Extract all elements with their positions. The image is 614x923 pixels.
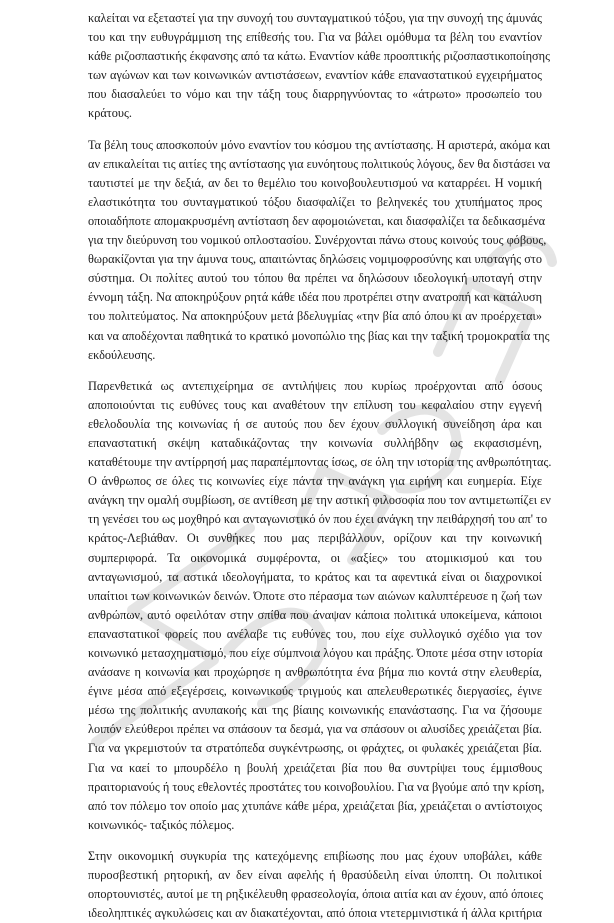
text-line: Για να καεί το μπουρδέλο η βουλή χρειάζεται βία που θα συντρίψει τους έμμισθους	[88, 760, 542, 775]
text-line: των αγώνων και των κοινωνικών αντιστάσεων, εναντίον κάθε επαναστατικού εγχειρήματος	[88, 68, 542, 83]
text-line: κάθε ριζοσπαστικής έκφανσης από τα κάτω. Εναντίον κάθε προοπτικής ριζοσπαστικοποίησης	[88, 49, 550, 64]
text-line: ιδεοληπτικές αγκυλώσεις και αν διακατέχονται, από όποια ντετερμινιστικά ή άλλα κριτήρια	[88, 906, 542, 921]
text-line: εθελοδουλία της κοινωνίας ή σε αυτούς που δεν έχουν συλλογική συνείδηση άρα και	[88, 416, 542, 431]
text-line: Τα βέλη τους αποσκοπούν μόνο εναντίον του κόσμου της αντίστασης. Η αριστερά, ακόμα και	[88, 137, 551, 152]
paragraph	[88, 136, 551, 365]
text-line: ταυτιστεί με την δεξιά, αν δει το θεμέλιο του κοινοβουλευτισμού να καταρρέει. Η νομική	[88, 175, 542, 190]
text-line: έγινε μέσα από εξεγέρσεις, κοινωνικούς τριγμούς και απελευθερωτικές διεργασίες, έγινε	[88, 684, 542, 699]
text-line: και να αποδέχονται παθητικά το κρατικό μονοπώλιο της βίας και την ταξική τρομοκρατία της	[88, 328, 550, 343]
text-line: κοινωνικός- ταξικός πόλεμος.	[88, 817, 235, 832]
text-line: καλείται να εξεταστεί για την συνοχή του συνταγματικού τόξου, για την συνοχή της άμυνάς	[88, 11, 542, 25]
text-line: από τον πόλεμο τον οποίο μας χτυπάνε κάθε μέρα, χρειάζεται βία, χρειάζεται ο αντίστοιχος	[88, 798, 542, 813]
text-line: ανθρώπων, αυτό οφειλόταν στην σπίθα που άναψαν κάποια πολιτικά υποκείμενα, κάποιοι	[88, 607, 542, 622]
text-line: οποιαδήποτε απομακρυσμένη αντίσταση δεν αφομοιώνεται, και διασφαλίζει τα δεδικασμένα	[88, 213, 546, 228]
text-line: πραιτοριανούς ή τους εθελοντές προστάτες του κοινοβουλίου. Για να βγούμε από την κρίση,	[88, 779, 545, 794]
text-line: επαναστατική σκέψη καταδικάζοντας την κοινωνία συλλήβδην ως εκφασισμένη,	[88, 435, 542, 450]
text-line: για την διεύρυνση του νομικού οπλοστασίου. Συνέρχονται πάνω στους κοινούς τους φόβους,	[88, 233, 547, 248]
text-line: του και την ευθυγράμμιση της επίθεσής του. Για να βάλει ομόθυμα τα βέλη του εναντίον	[88, 30, 542, 45]
text-line: θωρακίζονται για την άμυνα τους, απαιτώντας δηλώσεις νομιμοφροσύνης και υποταγής στο	[88, 252, 542, 267]
text-line: κράτους.	[88, 106, 132, 121]
text-line: κράτος-Λεβιάθαν. Οι συνθήκες που μας περιβάλλουν, ορίζουν και την κοινωνική	[88, 531, 542, 546]
text-line: έννομη τάξη. Να αποκηρύξουν ρητά κάθε ιδέα που προτρέπει στην ανατροπή και κατάλυση	[88, 290, 542, 305]
text-line: Παρενθετικά ως αντεπιχείρημα σε αντιλήψεις που κυρίως προέρχονται από όσους	[88, 378, 542, 393]
text-line: αν επικαλείται τις αιτίες της αντίστασης για ευνόητους πολιτικούς λόγους, δεν θα διστάσει να	[88, 156, 551, 171]
text-line: σύστημα. Οι πολίτες αυτού του τόπου θα πρέπει να δηλώσουν ιδεολογική υποταγή στην	[88, 271, 542, 286]
text-line: κοινωνικό μετασχηματισμό, που είχε σύμπνοια λόγου και πράξης. Όποτε μέσα στην ιστορία	[88, 646, 543, 660]
text-line: επαναστατικοί φορείς που ανέλαβε τις ευθύνες του, που είχε συλλογικό σχέδιο για τον	[88, 626, 542, 641]
text-line: οπορτουνιστές, αυτοί με τη ρηξικέλευθη φρασεολογία, όποια αιτία και αν έχουν, από όποιες	[88, 887, 543, 902]
text-line: του πολιτεύματος. Να αποκηρύξουν μετά βδελυγμίας «την βία από όπου κι αν προέρχεται»	[88, 309, 542, 324]
paragraph	[88, 847, 542, 923]
text-line: αποποιούνται τις ευθύνες τους και αναθέτουν την επίλυση του κεφαλαίου στην εγγενή	[88, 397, 542, 412]
text-line: ανταγωνισμού, τα αστικά ιδεολογήματα, το κράτος και τα αφεντικά είναι οι διαχρονικοί	[88, 569, 542, 584]
text-line: εκδούλευσης.	[88, 347, 156, 362]
text-line: ανάγκη την ομαλή συμβίωση, σε αντίθεση με την αστική φιλοσοφία που τον αντιμετωπίζει εν	[88, 493, 551, 508]
text-line: Στην οικονομική συγκυρία της κατεχόμενης επιβίωσης που μας έχουν υποβάλει, κάθε	[88, 848, 542, 863]
paragraph	[88, 377, 552, 835]
text-line: που διασαλεύει το νόμο και την τάξη τους διαρρηγνύοντας το «άτρωτο» προσωπείο του	[88, 87, 542, 102]
text-line: Για να γκρεμιστούν τα στρατόπεδα συγκέντρωσης, οι φράχτες, οι φυλακές χρειάζεται βία.	[88, 741, 542, 756]
text-line: καταθέτουμε την αντίρρησή μας παραπέμποντας ίσως, σε όλη την ιστορία της ανθρωπότητας.	[88, 455, 552, 470]
text-line: λοιπόν ελεύθεροι πρέπει να σπάσουν τα δεσμά, για να σπάσουν οι αλυσίδες χρειάζεται βία.	[88, 722, 542, 737]
text-line: ελαστικότητα του συνταγματικού τόξου διασφαλίζει το βεληνεκές του χτυπήματος προς	[88, 194, 542, 209]
paragraph	[88, 9, 550, 124]
text-column	[88, 9, 552, 923]
text-line: πυροσβεστική ρητορική, αν δεν είναι αφελής ή θρασύδειλη είναι ύποπτη. Οι πολιτικοί	[88, 868, 542, 883]
text-line: μέσω της πολιτικής ανυπακοής και της βίαιης κοινωνικής επανάστασης. Για να ζήσουμε	[88, 703, 542, 718]
text-line: υπαίτιοι των κοινωνικών δεινών. Όποτε στο πέρασμα των αιώνων καλυπτέρευσε η ζωή των	[88, 588, 542, 603]
text-line: τη γενέσει του ως μοχθηρό και ανταγωνιστικό όν που έχει ανάγκη την πειθάρχησή του απ' το	[88, 512, 548, 527]
text-line: Ο άνθρωπος σε όλες τις κοινωνίες είχε πάντα την ανάγκη για ειρήνη και ευημερία. Είχε	[88, 474, 542, 489]
text-line: ανάσανε η κοινωνία και προχώρησε η ανθρωπότητα ένα βήμα πιο κοντά στην ελευθερία,	[88, 665, 542, 680]
text-line: συμπεριφορά. Τα οικονομικά συμφέροντα, οι «αξίες» του ατομικισμού και του	[88, 550, 542, 565]
